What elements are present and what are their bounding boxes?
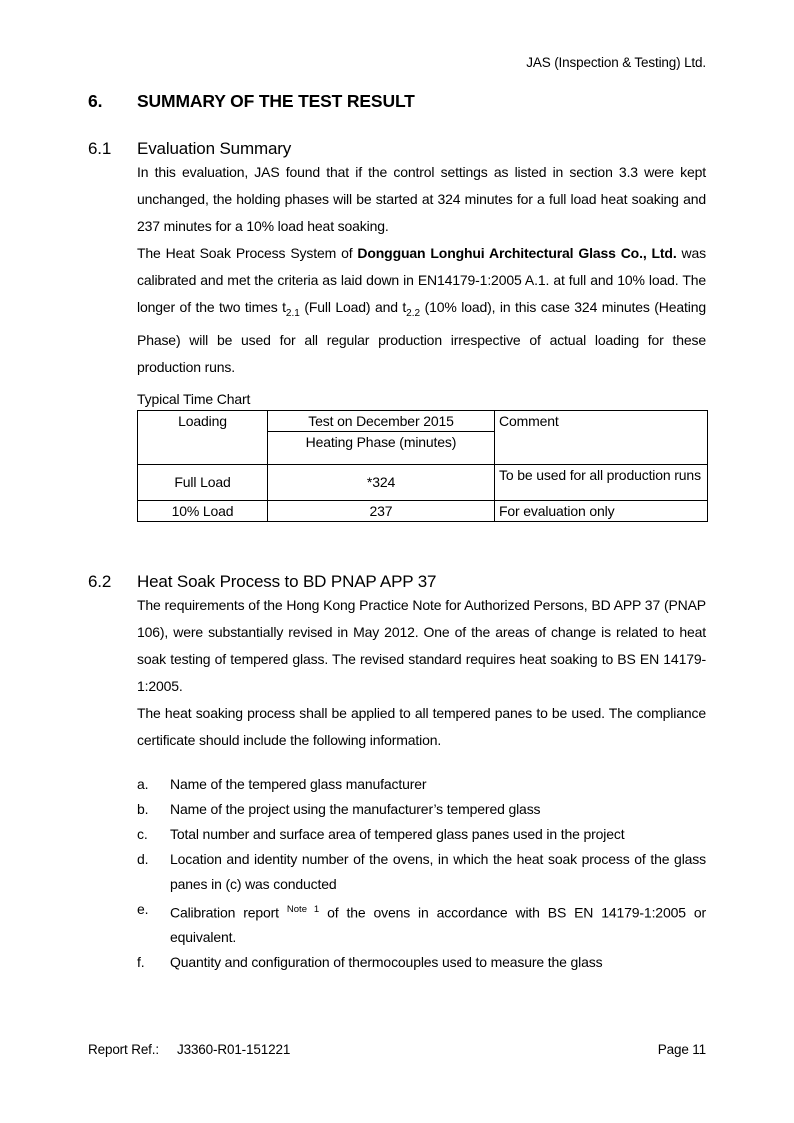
section-6-2-title: Heat Soak Process to BD PNAP APP 37 [137, 571, 437, 591]
list-text-c: Total number and surface area of tempered glass panes used in the project [170, 825, 625, 842]
para2-text-a: The Heat Soak Process System of [137, 245, 358, 261]
para2-text-e: (10% load), in this case 324 minutes (Heating Phase) will be used for all regular production irrespective of actual loading for these production runs. [137, 299, 706, 375]
section-6-1-number: 6.1 [88, 139, 112, 158]
cell-10pct-load-comment: For evaluation only [495, 500, 708, 521]
section-6-1-body [137, 159, 706, 522]
manufacturer-name: Dongguan Longhui Architectural Glass Co., Ltd. [357, 245, 677, 261]
header-cell-heating-phase: Heating Phase (minutes) [268, 431, 495, 464]
list-text-d: Location and identity number of the ovens, in which the heat soak process of the glass panes in (c) was conducted [170, 850, 706, 892]
table-row-full-load [138, 464, 708, 500]
cell-full-load-label: Full Load [138, 464, 268, 500]
header-cell-test-date: Test on December 2015 [268, 410, 495, 431]
cell-full-load-minutes: *324 [268, 464, 495, 500]
page-footer [88, 1041, 706, 1058]
cell-10pct-load-minutes: 237 [268, 500, 495, 521]
time-chart-title: Typical Time Chart [137, 390, 251, 407]
list-letter-b: b. [137, 800, 149, 817]
cell-full-load-comment: To be used for all production runs [495, 464, 708, 500]
list-letter-e: e. [137, 900, 149, 917]
table-header-row [138, 410, 708, 431]
list-item-b [137, 797, 706, 822]
certificate-info-list [137, 772, 706, 976]
list-item-c [137, 822, 706, 847]
list-item-f [137, 950, 706, 975]
pnap-requirements-paragraph: The requirements of the Hong Kong Practice Note for Authorized Persons, BD APP 37 (PNAP 106), were substantially revised in May 2012. One of the areas of change is related to heat soak testing of tempered glass. The revised standard requires heat soaking to BS EN 14179-1:2005. [137, 596, 706, 694]
list-letter-a: a. [137, 775, 149, 792]
report-ref-label: Report Ref.: [88, 1042, 159, 1057]
section-6-number: 6. [88, 91, 103, 111]
note-1-superscript: Note 1 [286, 903, 320, 915]
page-number: Page 11 [657, 1042, 706, 1057]
list-letter-d: d. [137, 850, 149, 867]
company-header: JAS (Inspection & Testing) Ltd. [526, 55, 706, 70]
section-6-1-title: Evaluation Summary [137, 139, 292, 158]
list-item-a [137, 772, 706, 797]
list-text-e [170, 897, 706, 951]
report-ref-value: J3360-R01-151221 [176, 1042, 291, 1057]
list-item-d [137, 847, 706, 897]
header-cell-comment: Comment [495, 410, 708, 464]
section-6-heading [88, 91, 706, 112]
header-cell-loading: Loading [138, 410, 268, 464]
section-6-2-heading [88, 571, 706, 592]
list-letter-f: f. [137, 954, 145, 971]
list-e-post: of the ovens in accordance with BS EN 14179-1:2005 or equivalent. [170, 904, 706, 946]
list-text-f: Quantity and configuration of thermocouples used to measure the glass [170, 954, 603, 971]
compliance-certificate-paragraph: The heat soaking process shall be applied to all tempered panes to be used. The compliance certificate should include the following information. [137, 704, 706, 748]
para2-text-d: (Full Load) and t [299, 299, 407, 315]
section-6-2-number: 6.2 [88, 571, 112, 591]
typical-time-chart-table [137, 410, 708, 522]
evaluation-paragraph: In this evaluation, JAS found that if the control settings as listed in section 3.3 were kept unchanged, the holding phases will be started at 324 minutes for a full load heat soaking and 237 minutes for a 10% load heat soaking. [137, 164, 706, 234]
section-6-2-body [137, 592, 706, 976]
cell-10pct-load-label: 10% Load [138, 500, 268, 521]
time-subscript-2-1: 2.1 [285, 307, 300, 319]
list-text-b: Name of the project using the manufacturer’s tempered glass [170, 800, 541, 817]
list-item-e [137, 897, 706, 951]
para2-text-c: was calibrated and met the criteria as laid down in EN14179-1:2005 A.1. at full and 10% load. The longer of the two times t [137, 245, 706, 315]
report-ref [88, 1041, 290, 1058]
section-6-1-heading [88, 138, 706, 159]
list-e-pre: Calibration report [170, 904, 287, 921]
heat-soak-system-paragraph [137, 240, 706, 381]
section-6-title: SUMMARY OF THE TEST RESULT [137, 91, 415, 111]
time-subscript-2-2: 2.2 [406, 307, 421, 319]
table-row-10pct-load [138, 500, 708, 521]
list-letter-c: c. [137, 825, 148, 842]
list-text-a: Name of the tempered glass manufacturer [170, 775, 427, 792]
